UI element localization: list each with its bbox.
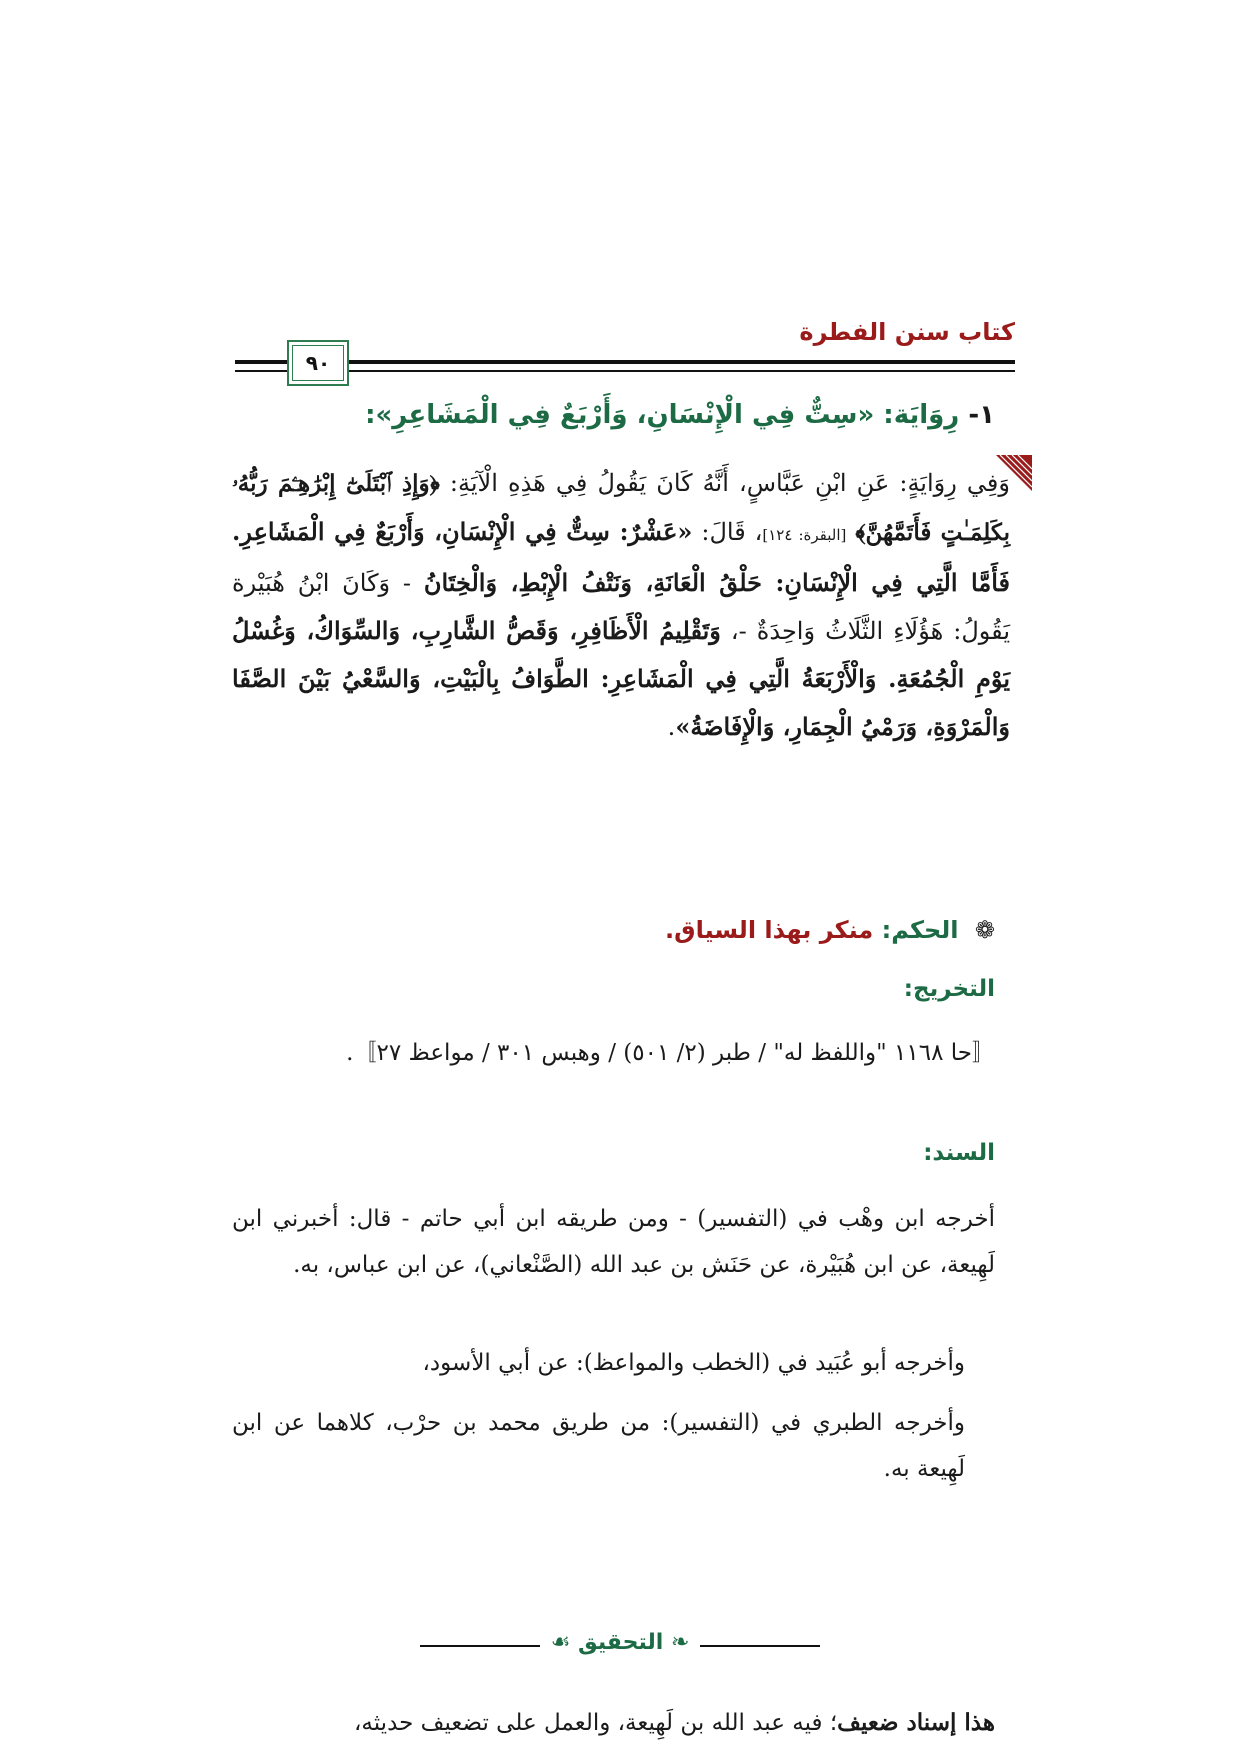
page-number-frame <box>287 340 349 386</box>
ornament-left-icon: ❧ <box>663 1630 690 1655</box>
quran-reference: [البقرة: ١٢٤] <box>762 526 847 544</box>
header-rule-thick <box>235 360 1015 364</box>
tahqiq-heading <box>420 1630 820 1655</box>
hadith-end: . <box>667 713 676 741</box>
sanad-paragraph-3: وأخرجه الطبري في (التفسير): من طريق محمد بن حرْب، كلاهما عن ابن لَهِيعة به. <box>232 1410 965 1482</box>
tahqiq-lead: هذا إسناد ضعيف <box>837 1709 995 1736</box>
section-number: ١- <box>968 400 995 430</box>
section-heading <box>365 400 995 430</box>
ruling-value: منكر بهذا السياق. <box>665 916 874 944</box>
flower-icon: ❁ <box>974 916 995 944</box>
takhrij-heading: التخريج: <box>903 976 995 1002</box>
tahqiq-paragraph <box>232 1700 995 1746</box>
page-number: ٩٠ <box>292 345 344 381</box>
hadith-qala: ، قَالَ: <box>701 518 763 546</box>
tahqiq-text: ؛ فيه عبد الله بن لَهِيعة، والعمل على تضعيف حديثه، <box>353 1710 838 1736</box>
sanad-paragraph-2: وأخرجه أبو عُبَيد في (الخطب والمواعظ): عن أبي الأسود، <box>422 1350 965 1376</box>
tahqiq-heading-text: التحقيق <box>578 1630 664 1655</box>
hadith-text <box>232 459 1010 751</box>
book-title: كتاب سنن الفطرة <box>799 318 1015 346</box>
takhrij-text: 〚حا ١١٦٨ "واللفظ له" / طبر (٢/ ٥٠١) / وهبس ٣٠١ / مواعظ ٢٧〛. <box>346 1040 995 1066</box>
ruling-label: الحكم: <box>881 916 959 944</box>
ruling-line <box>665 916 995 944</box>
quran-verse: ﴿وَإِذِ ٱبْتَلَىٰٓ إِبْرَٰهِـۧمَ رَبُّهُۥ بِكَلِمَـٰتٍ فَأَتَمَّهُنَّ﴾ <box>232 470 1010 546</box>
hadith-matn-1: «عَشْرٌ: سِتٌّ فِي الْإِنْسَانِ، وَأَرْبَعٌ فِي الْمَشَاعِرِ. فَأَمَّا الَّتِي فِي الْإِنْسَانِ: حَلْقُ الْعَانَةِ، وَنَتْفُ الْإِبْطِ، وَالْخِتَانُ <box>232 517 1010 597</box>
header-rule-thin <box>235 370 1015 372</box>
ornament-right-icon: ☙ <box>550 1630 578 1655</box>
page-header <box>235 318 1015 388</box>
hadith-matn-2: وَتَقْلِيمُ الْأَظَافِرِ، وَقَصُّ الشَّارِبِ، وَالسِّوَاكُ، وَغُسْلُ يَوْمِ الْجُمُعَةِ. وَالْأَرْبَعَةُ الَّتِي فِي الْمَشَاعِرِ: الطَّوَافُ بِالْبَيْتِ، وَالسَّعْيُ بَيْنَ الصَّفَا وَالْمَرْوَةِ، وَرَمْيُ الْجِمَارِ، وَالْإِفَاضَةُ» <box>232 616 1010 741</box>
hadith-block <box>232 455 1032 895</box>
sanad-paragraph-1: أخرجه ابن وهْب في (التفسير) - ومن طريقه ابن أبي حاتم - قال: أخبرني ابن لَهِيعة، عن ابن هُبَيْرة، عن حَنَش بن عبد الله (الصَّنْعاني)، عن ابن عباس، به. <box>232 1206 995 1278</box>
tahqiq-divider <box>420 1630 820 1660</box>
sanad-heading: السند: <box>923 1140 995 1166</box>
hadith-interjection: - وَكَانَ ابْنُ هُبَيْرة يَقُولُ: هَؤُلَاءِ الثَّلَاثُ وَاحِدَةٌ -، <box>232 569 1010 645</box>
hadith-intro: وَفِي رِوَايَةٍ: عَنِ ابْنِ عَبَّاسٍ، أَنَّهُ كَانَ يَقُولُ فِي هَذِهِ الْآيَةِ: <box>449 469 1010 497</box>
section-title: رِوَايَة: «سِتٌّ فِي الْإِنْسَانِ، وَأَرْبَعٌ فِي الْمَشَاعِرِ»: <box>365 400 960 430</box>
